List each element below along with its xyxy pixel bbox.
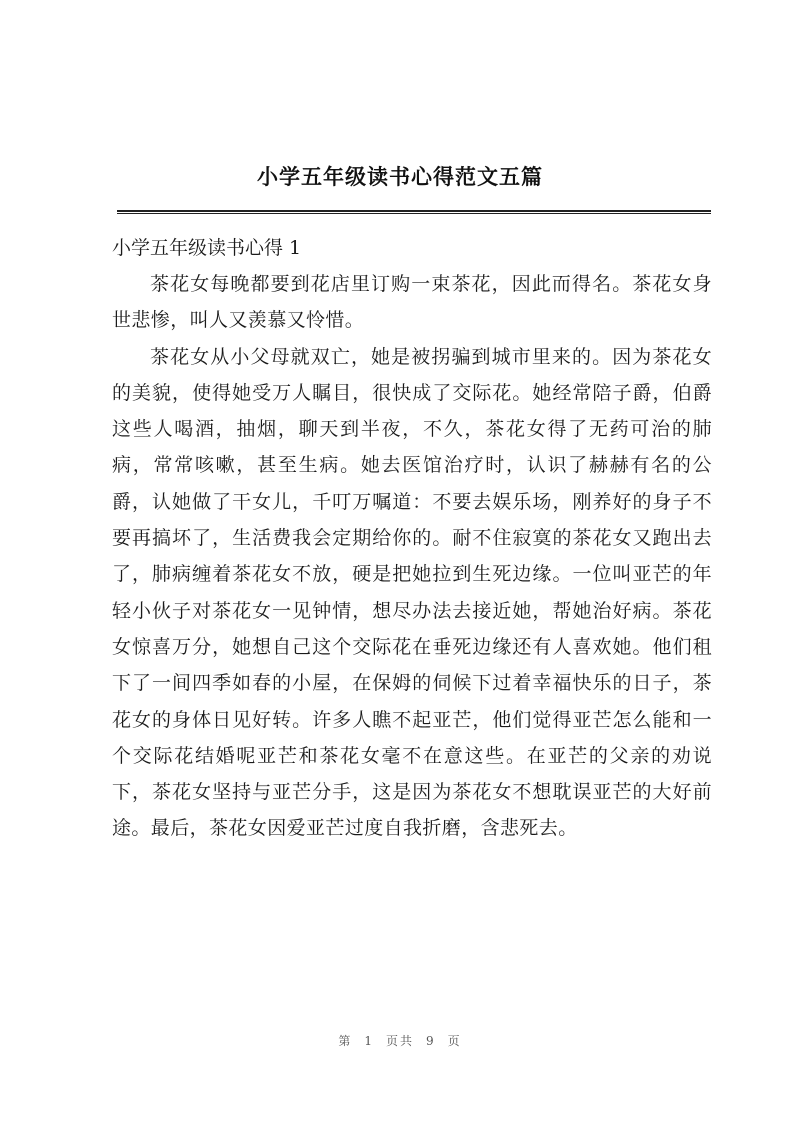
footer-page-label: 第 <box>338 1034 353 1048</box>
footer-current-page: 1 <box>364 1034 374 1048</box>
section-heading: 小学五年级读书心得 1 <box>112 237 302 259</box>
footer-of-label: 页共 <box>385 1034 414 1048</box>
document-body <box>112 230 712 847</box>
footer-total-pages: 9 <box>426 1034 436 1048</box>
footer-end-label: 页 <box>447 1034 462 1048</box>
title-divider <box>117 210 711 214</box>
document-title: 小学五年级读书心得范文五篇 <box>257 164 543 189</box>
paragraph-2: 茶花女从小父母就双亡，她是被拐骗到城市里来的。因为茶花女的美貌，使得她受万人瞩目，很快成了交际花。她经常陪子爵，伯爵这些人喝酒，抽烟，聊天到半夜，不久，茶花女得了无药可治的肺病，常常咳嗽，甚至生病。她去医馆治疗时，认识了赫赫有名的公爵，认她做了干女儿，千叮万嘱道：不要去娱乐场，刚养好的身子不要再搞坏了，生活费我会定期给你的。耐不住寂寞的茶花女又跑出去了，肺病缠着茶花女不放，硬是把她拉到生死边缘。一位叫亚芒的年轻小伙子对茶花女一见钟情，想尽办法去接近她，帮她治好病。茶花女惊喜万分，她想自己这个交际花在垂死边缘还有人喜欢她。他们租下了一间四季如春的小屋，在保姆的伺候下过着幸福快乐的日子，茶花女的身体日见好转。许多人瞧不起亚芒，他们觉得亚芒怎么能和一个交际花结婚呢亚芒和茶花女毫不在意这些。在亚芒的父亲的劝说下，茶花女坚持与亚芒分手，这是因为茶花女不想耽误亚芒的大好前途。最后，茶花女因爱亚芒过度自我折磨，含悲死去。 <box>112 345 712 840</box>
paragraph-1: 茶花女每晚都要到花店里订购一束茶花，因此而得名。茶花女身世悲惨，叫人又羡慕又怜惜。 <box>112 273 712 332</box>
page-footer <box>0 1033 800 1049</box>
